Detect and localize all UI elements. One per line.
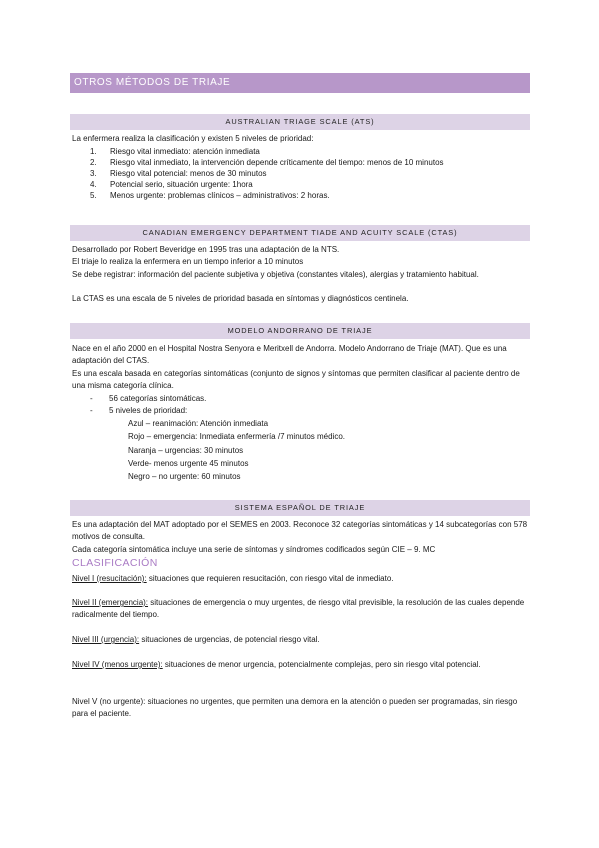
list-item: 2. Riesgo vital inmediato, la intervención depende críticamente del tiempo: menos de 10 minutos bbox=[90, 158, 444, 167]
list-item: 3. Riesgo vital potencial: menos de 30 minutos bbox=[90, 169, 267, 178]
list-item: Negro – no urgente: 60 minutos bbox=[128, 472, 241, 482]
level-paragraph: Nivel IV (menos urgente): situaciones de menor urgencia, potencialmente complejas, pero sin riesgo vital potencial. bbox=[72, 660, 481, 669]
list-item: 1. Riesgo vital inmediato: atención inmediata bbox=[90, 147, 260, 156]
ctas-line: El triaje lo realiza la enfermera en un tiempo inferior a 10 minutos bbox=[72, 257, 304, 266]
section-heading-ctas: CANADIAN EMERGENCY DEPARTMENT TIADE AND ACUITY SCALE (CTAS) bbox=[70, 225, 530, 241]
level-paragraph: Nivel II (emergencia): situaciones de emergencia o muy urgentes, de riesgo vital previsible, la resolución de las cuales depende radicalmente del tiempo. bbox=[72, 598, 525, 620]
list-item: 4. Potencial serio, situación urgente: 1hora bbox=[90, 180, 253, 189]
section-heading-mat: MODELO ANDORRANO DE TRIAJE bbox=[70, 323, 530, 339]
mat-priority-levels bbox=[128, 417, 345, 483]
list-item: Verde- menos urgente 45 minutos bbox=[128, 458, 249, 468]
list-item: - 5 niveles de prioridad: bbox=[90, 405, 206, 417]
list-item: Rojo – emergencia: Inmediata enfermería /7 minutos médico. bbox=[128, 432, 345, 442]
mat-paragraph: Nace en el año 2000 en el Hospital Nostra Senyora e Meritxell de Andorra. Modelo Andorrano de Triaje (MAT). Que es una adaptación del CTAS. bbox=[72, 344, 507, 366]
ctas-line: Desarrollado por Robert Beveridge en 1995 tras una adaptación de la NTS. bbox=[72, 245, 340, 254]
list-item: 5. Menos urgente: problemas clínicos – administrativos: 2 horas. bbox=[90, 191, 330, 200]
level-paragraph: Nivel I (resucitación): situaciones que requieren resucitación, con riesgo vital de inmediato. bbox=[72, 574, 394, 583]
ctas-line: Se debe registrar: información del paciente subjetiva y objetiva (constantes vitales), alergias y tratamiento habitual. bbox=[72, 270, 479, 279]
clasificacion-heading: CLASIFICACIÓN bbox=[72, 557, 158, 569]
level-paragraph: Nivel III (urgencia): situaciones de urgencias, de potencial riesgo vital. bbox=[72, 635, 320, 644]
page-title: OTROS MÉTODOS DE TRIAJE bbox=[70, 73, 530, 93]
set-paragraph: Cada categoría sintomática incluye una serie de síntomas y síndromes codificados según CIE – 9. MC bbox=[72, 545, 436, 554]
ats-intro: La enfermera realiza la clasificación y existen 5 niveles de prioridad: bbox=[72, 134, 314, 143]
mat-paragraph: Es una escala basada en categorías sintomáticas (conjunto de signos y síntomas que permiten clasificar al paciente dentro de una misma categoría clínica. bbox=[72, 369, 520, 391]
list-item: - 56 categorías sintomáticas. bbox=[90, 393, 206, 405]
set-paragraph: Es una adaptación del MAT adoptado por el SEMES en 2003. Reconoce 32 categorías sintomáticas y 14 subcategorías con 578 motivos de consulta. bbox=[72, 520, 528, 542]
mat-bullets bbox=[90, 393, 206, 416]
list-item: Azul – reanimación: Atención inmediata bbox=[128, 419, 269, 428]
section-heading-set: SISTEMA ESPAÑOL DE TRIAJE bbox=[70, 500, 530, 516]
level-paragraph: Nivel V (no urgente): situaciones no urgentes, que permiten una demora en la atención o pueden ser programadas, sin riesgo para el paciente. bbox=[72, 697, 518, 719]
ctas-line: La CTAS es una escala de 5 niveles de prioridad basada en síntomas y diagnósticos centinela. bbox=[72, 294, 409, 303]
ats-priority-list bbox=[90, 146, 444, 201]
list-item: Naranja – urgencias: 30 minutos bbox=[128, 445, 244, 455]
section-heading-ats: AUSTRALIAN TRIAGE SCALE (ATS) bbox=[70, 114, 530, 130]
